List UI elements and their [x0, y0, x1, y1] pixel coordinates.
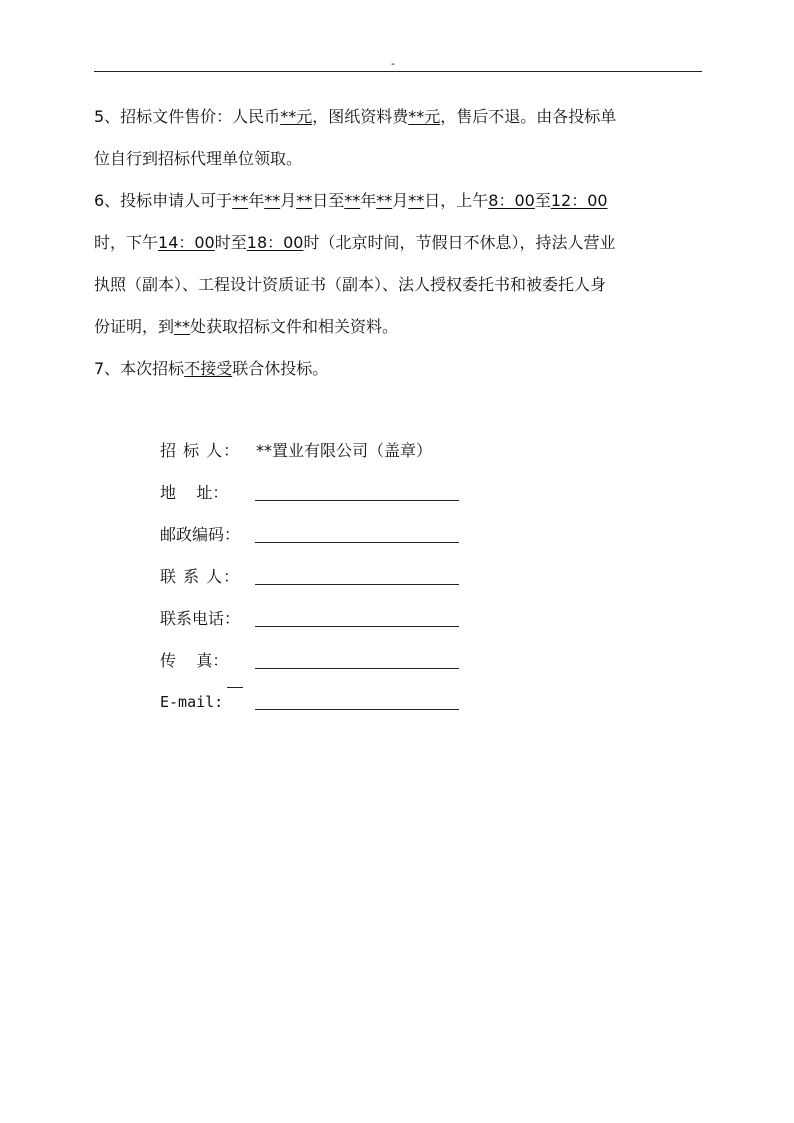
item6-year-2: ** [344, 191, 361, 210]
phone-line [255, 626, 459, 627]
item5-text-2: ，图纸资料费 [312, 107, 409, 126]
item6-line4 [94, 317, 702, 337]
tenderer-label: 招 标 人： [160, 441, 241, 460]
contact-line [255, 584, 459, 585]
address-line [255, 500, 459, 501]
item6-pm-start: 14：00 [158, 233, 215, 252]
fax-label: 传 真： [160, 651, 229, 670]
item6-text-1: 6、投标申请人可于 [94, 191, 233, 210]
item6-day-2: ** [408, 191, 425, 210]
header-rule [94, 71, 702, 72]
item6-year-label-1: 年 [248, 191, 265, 210]
item6-month-label-2: 月 [392, 191, 409, 210]
item6-line1 [94, 191, 702, 211]
item5-drawing-fee: **元 [408, 107, 441, 126]
item6-year-1: ** [232, 191, 249, 210]
item5-text-1: 5、招标文件售价：人民币 [94, 107, 281, 126]
item6-to-label: 至 [534, 191, 551, 210]
item6-month-2: ** [376, 191, 393, 210]
item6-text-4b: 处获取招标文件和相关资料。 [190, 317, 399, 336]
item6-pm-label: 时，下午 [94, 233, 159, 252]
item6-text-4a: 份证明，到 [94, 317, 175, 336]
item7-line1 [94, 359, 702, 379]
item5-text-3: ，售后不退。由各投标单 [440, 107, 617, 126]
item6-am-end: 12：00 [550, 191, 608, 210]
fax-line [255, 668, 459, 669]
email-line [255, 709, 459, 710]
item5-price: **元 [280, 107, 313, 126]
item7-not-accept: 不接受 [184, 359, 233, 378]
item7-text-1: 7、本次招标 [94, 359, 185, 378]
contact-label: 联 系 人： [160, 567, 241, 586]
postcode-line [255, 542, 459, 543]
item6-pm-to: 时至 [214, 233, 247, 252]
stray-mark [227, 687, 243, 688]
item5-line1 [94, 107, 702, 127]
item6-place: ** [174, 317, 191, 336]
header-mark: - [391, 57, 395, 70]
item7-text-2: 联合休投标。 [232, 359, 329, 378]
item6-line3: 执照（副本）、工程设计资质证书（副本）、法人授权委托书和被委托人身 [94, 275, 607, 294]
item6-month-label-1: 月 [280, 191, 297, 210]
item6-year-label-2: 年 [360, 191, 377, 210]
item5-line2: 位自行到招标代理单位领取。 [94, 149, 303, 168]
item6-text-2: 时（北京时间，节假日不休息），持法人营业 [303, 233, 616, 252]
item6-am-label: 日，上午 [424, 191, 489, 210]
email-label: E-mail: [160, 693, 224, 711]
postcode-label: 邮政编码： [160, 525, 241, 544]
item6-day-to: 日至 [312, 191, 345, 210]
tenderer-value: **置业有限公司（盖章） [256, 441, 433, 460]
item6-line2 [94, 233, 702, 253]
address-label: 地 址： [160, 483, 229, 502]
item6-am-start: 8：00 [488, 191, 535, 210]
phone-label: 联系电话： [160, 609, 241, 628]
item6-pm-end: 18：00 [246, 233, 304, 252]
item6-month-1: ** [264, 191, 281, 210]
item6-day-1: ** [296, 191, 313, 210]
